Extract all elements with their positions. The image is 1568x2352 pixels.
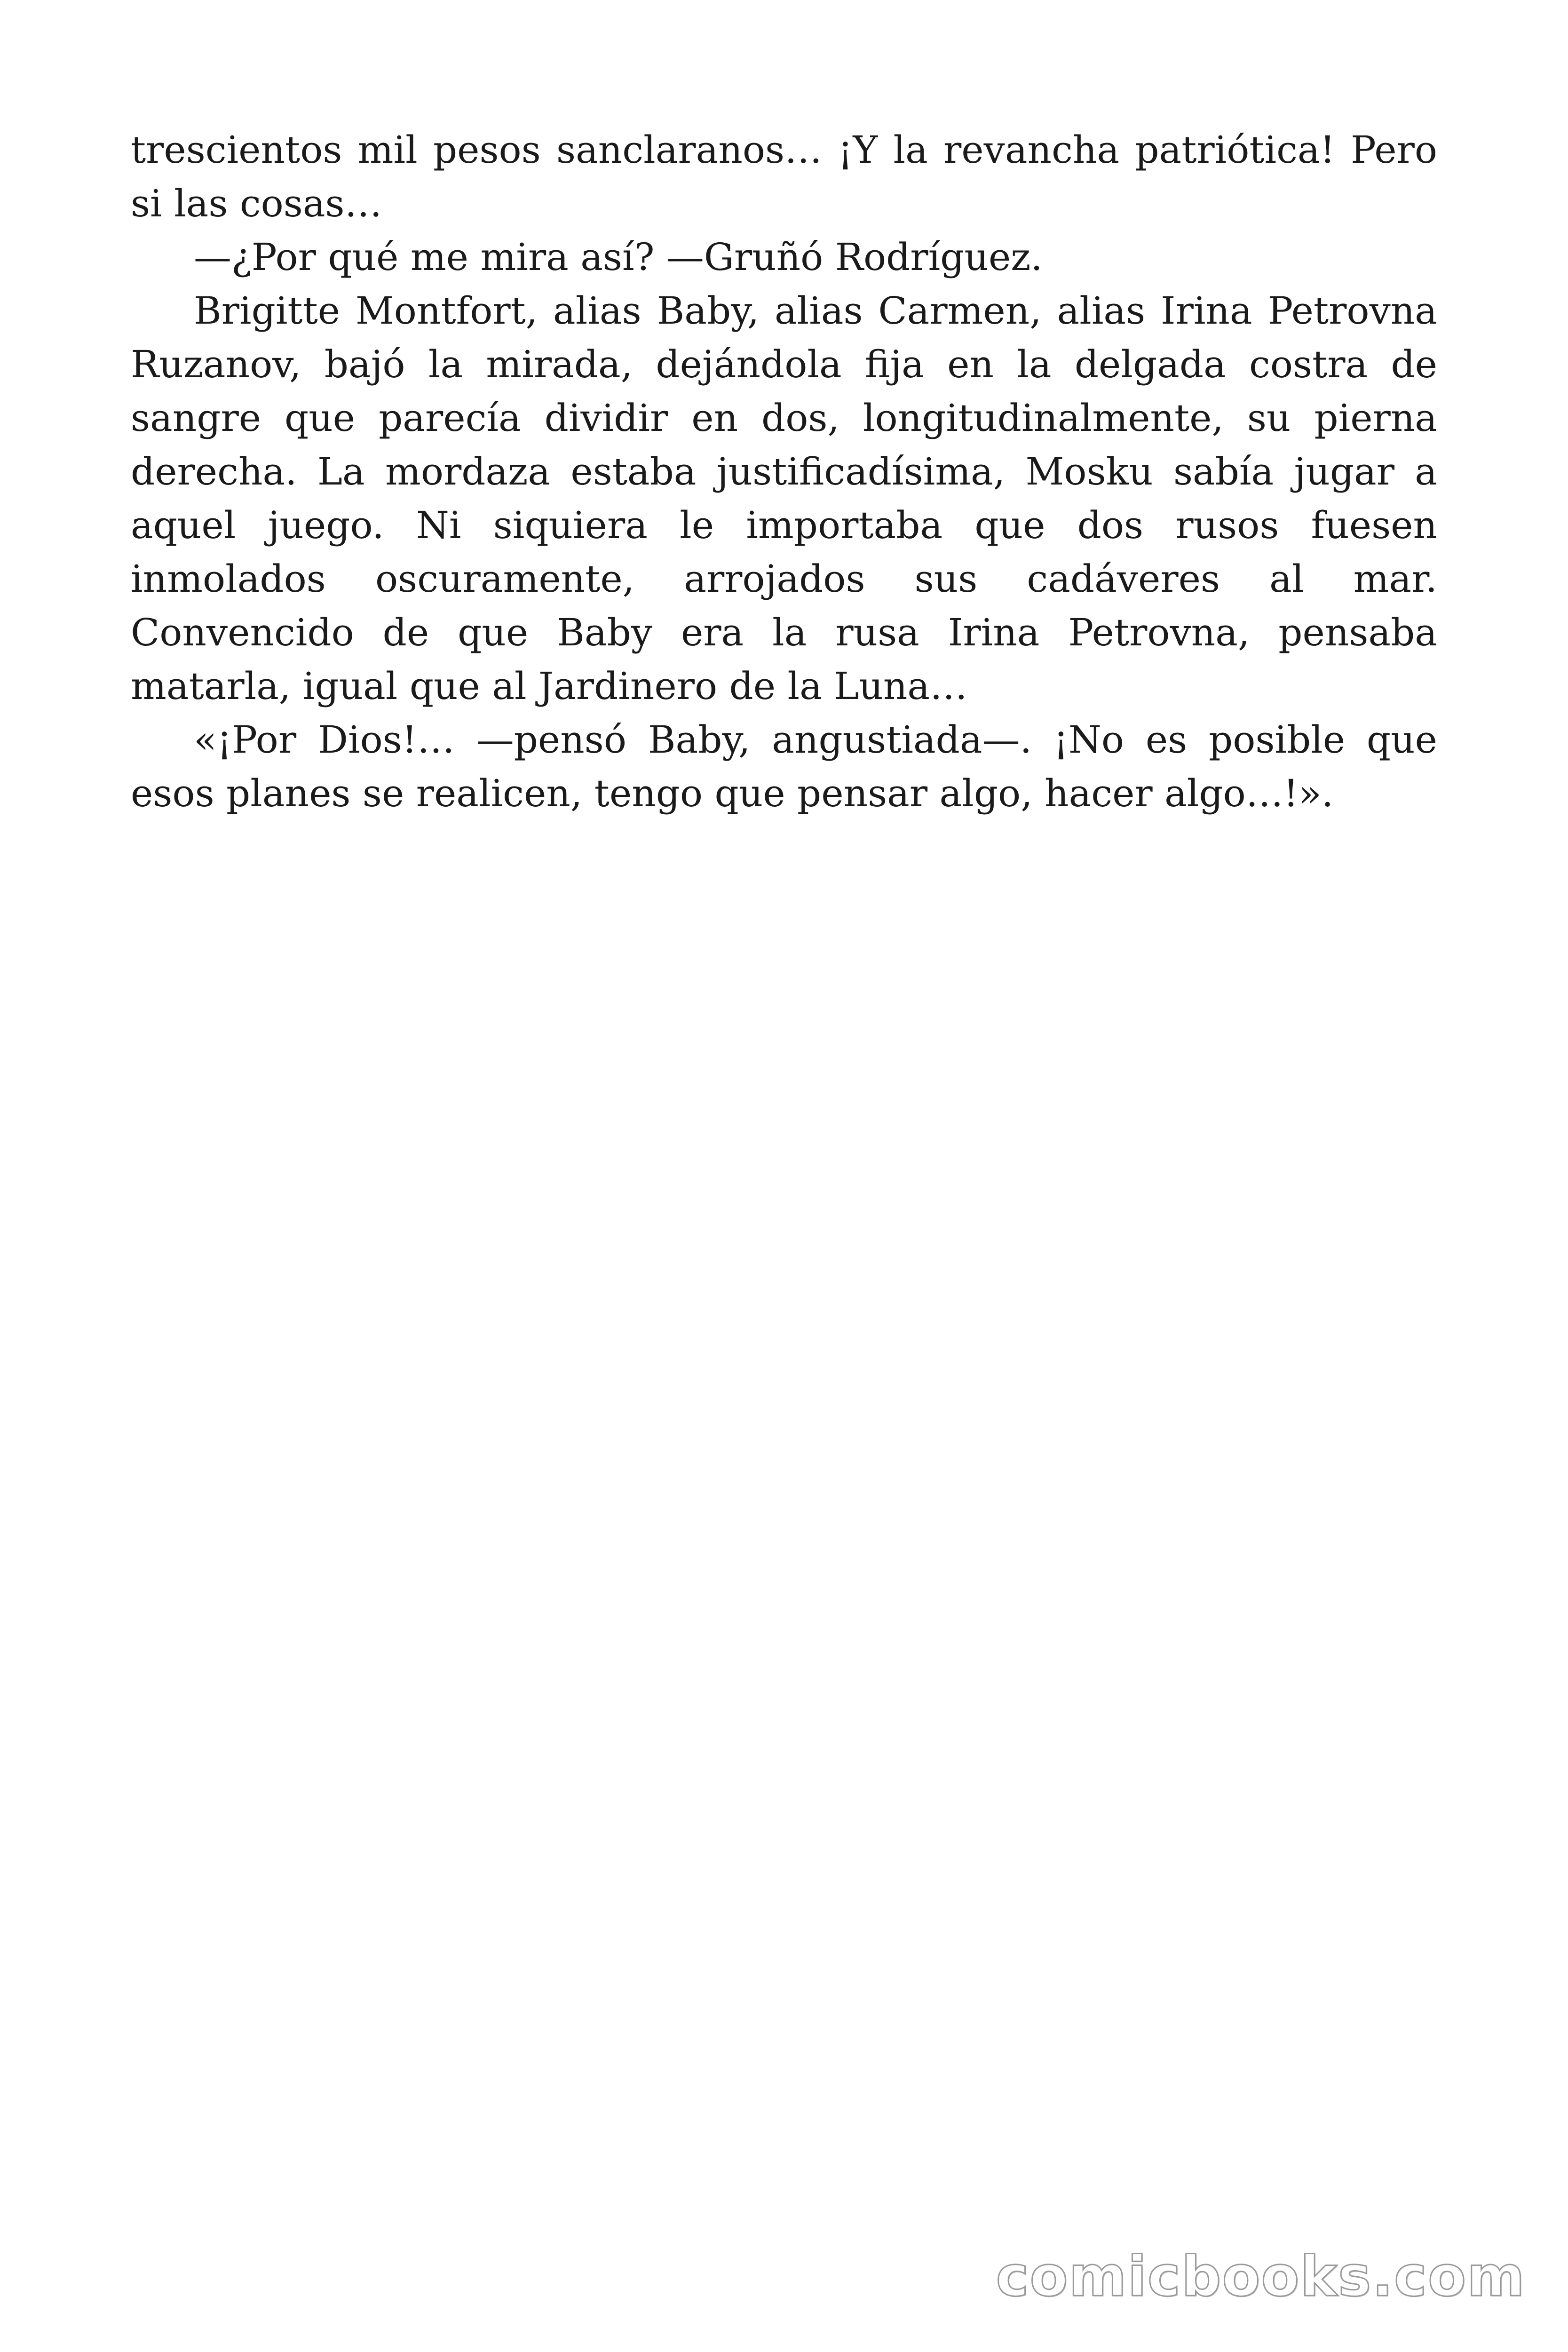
body-text [131,123,1437,820]
paragraph: —¿Por qué me mira así? —Gruñó Rodríguez. [194,235,1043,279]
paragraph: «¡Por Dios!… —pensó Baby, angustiada—. ¡No es posible que esos planes se realicen, tengo que pensar algo, hacer algo…!». [131,718,1437,815]
paragraph: trescientos mil pesos sanclaranos… ¡Y la revancha patriótica! Pero si las cosas… [131,128,1437,225]
paragraph: Brigitte Montfort, alias Baby, alias Carmen, alias Irina Petrovna Ruzanov, bajó la mirada, dejándola fija en la delgada costra de sangre que parecía dividir en dos, longitudinalmente, su pierna derecha. La mordaza estaba justificadísima, Mosku sabía jugar a aquel juego. Ni siquiera le importaba que dos rusos fuesen inmolados oscuramente, arrojados sus cadáveres al mar. Convencido de que Baby era la rusa Irina Petrovna, pensaba matarla, igual que al Jardinero de la Luna… [131,289,1437,708]
watermark: comicbooks.com [996,2244,1526,2309]
